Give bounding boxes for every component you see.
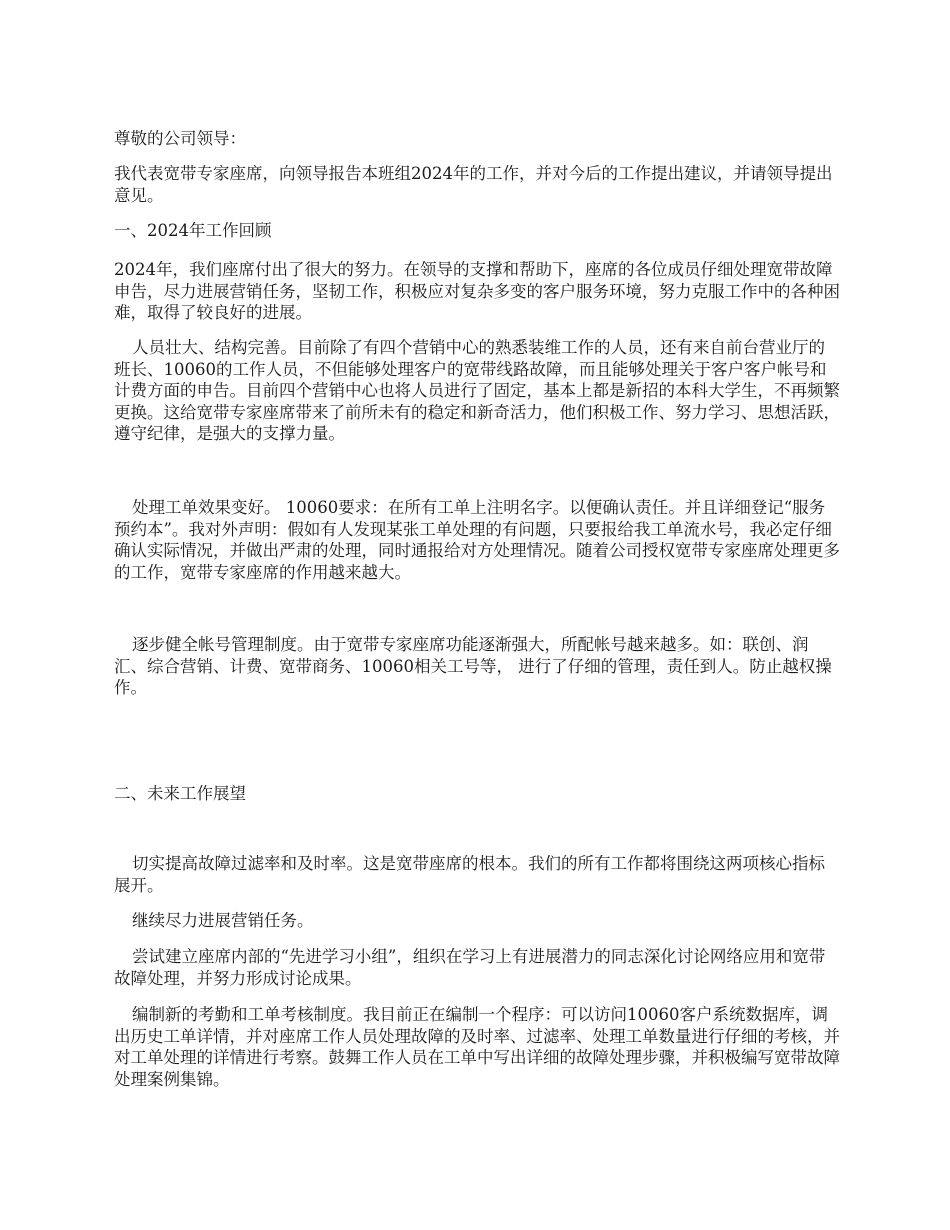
section2-item-study-group: 尝试建立座席内部的“先进学习小组”，组织在学习上有进展潜力的同志深化讨论网络应用和宽带故障处理，并努力形成讨论成果。 — [114, 947, 826, 988]
section1-overview: 2024年，我们座席付出了很大的努力。在领导的支撑和帮助下，座席的各位成员仔细处理宽带故障申告，尽力进展营销任务，坚韧工作，积极应对复杂多变的客户服务环境，努力克服工作中的各种困难，取得了较良好的进展。 — [114, 260, 840, 322]
intro-paragraph: 我代表宽带专家座席，向领导报告本班组2024年的工作，并对今后的工作提出建议，并请领导提出意见。 — [114, 164, 833, 205]
section2-item-assessment: 编制新的考勤和工单考核制度。我目前正在编制一个程序：可以访问10060客户系统数据库，调出历史工单详情，并对座席工作人员处理故障的及时率、过滤率、处理工单数量进行仔细的考核，并对工单处理的详情进行考察。鼓舞工作人员在工单中写出详细的故障处理步骤，并积极编写宽带故障处理案例集锦。 — [114, 1005, 840, 1089]
section1-item-accounts: 逐步健全帐号管理制度。由于宽带专家座席功能逐渐强大，所配帐号越来越多。如：联创、润汇、综合营销、计费、宽带商务、10060相关工号等， 进行了仔细的管理，责任到人。防止越权操作。 — [114, 635, 832, 697]
section2-heading: 二、未来工作展望 — [114, 784, 246, 803]
salutation: 尊敬的公司领导： — [114, 129, 246, 148]
section2-item-marketing: 继续尽力进展营销任务。 — [132, 911, 314, 930]
section2-item-filter-rate: 切实提高故障过滤率和及时率。这是宽带座席的根本。我们的所有工作都将围绕这两项核心指标展开。 — [114, 854, 825, 895]
section1-heading: 一、2024年工作回顾 — [114, 221, 272, 240]
section1-item-personnel: 人员壮大、结构完善。目前除了有四个营销中心的熟悉装维工作的人员，还有来自前台营业厅的班长、10060的工作人员，不但能够处理客户的宽带线路故障，而且能够处理关于客户客户帐号和计费方面的申告。目前四个营销中心也将人员进行了固定，基本上都是新招的本科大学生，不再频繁更换。这给宽带专家座席带来了前所未有的稳定和新奇活力，他们积极工作、努力学习、思想活跃，遵守纪律，是强大的支撑力量。 — [114, 338, 840, 443]
section1-item-workorders: 处理工单效果变好。 10060要求：在所有工单上注明名字。以便确认责任。并且详细登记“服务预约本”。我对外声明：假如有人发现某张工单处理的有问题，只要报给我工单流水号，我必定仔细确认实际情况，并做出严肃的处理，同时通报给对方处理情况。随着公司授权宽带专家座席处理更多的工作，宽带专家座席的作用越来越大。 — [114, 498, 840, 582]
